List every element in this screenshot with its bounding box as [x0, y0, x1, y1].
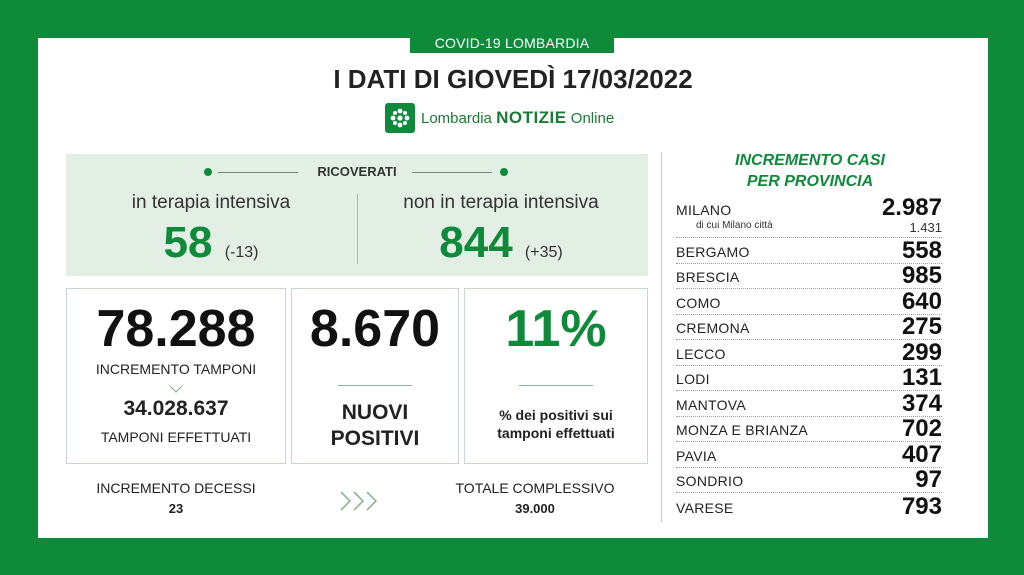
- non-terapia-intensiva: [376, 192, 626, 268]
- province-row: [676, 391, 942, 417]
- vertical-divider: [661, 152, 662, 522]
- terapia-intensiva-number: 58: [163, 218, 213, 267]
- province-value: 131: [901, 364, 942, 391]
- province-value: 97: [915, 466, 942, 493]
- province-name: COMO: [676, 294, 721, 311]
- terapia-intensiva: [96, 192, 326, 268]
- terapia-intensiva-label: in terapia intensiva: [131, 192, 291, 213]
- province-name: LODI: [676, 371, 710, 387]
- non-terapia-intensiva-value: [376, 218, 626, 268]
- triple-chevron-right-icon: [338, 490, 382, 517]
- ricoverati-header: [66, 164, 648, 180]
- province-row: [676, 340, 942, 366]
- positivi-box: [291, 288, 459, 464]
- province-value: 299: [901, 338, 942, 366]
- province-row: [676, 442, 942, 468]
- nuovi-positivi-label-line2: POSITIVI: [330, 427, 420, 450]
- province-value: 985: [901, 262, 942, 289]
- province-row: [676, 366, 942, 392]
- province-title-line1: INCREMENTO CASI: [735, 152, 885, 169]
- non-terapia-intensiva-number: 844: [439, 218, 513, 267]
- nuovi-positivi-label: [292, 400, 458, 452]
- province-name: LECCO: [676, 345, 726, 362]
- lombardia-rose-icon: [385, 103, 415, 133]
- terapia-intensiva-value: [96, 218, 326, 268]
- non-terapia-intensiva-delta: (+35): [524, 244, 563, 261]
- percentuale-value: 11%: [505, 300, 607, 358]
- percentuale-label-line2: tamponi effettuati: [497, 425, 615, 441]
- province-value: 275: [901, 313, 942, 340]
- nuovi-positivi-value: 8.670: [309, 300, 441, 358]
- brand-notizie: NOTIZIE: [496, 108, 567, 127]
- tamponi-box: [66, 288, 286, 464]
- province-name: VARESE: [676, 499, 734, 516]
- chevron-down-icon: [67, 381, 285, 393]
- milano-citta-value: 1.431: [909, 220, 942, 235]
- brand-lombardia: Lombardia: [421, 110, 492, 127]
- province-name: BRESCIA: [676, 269, 740, 285]
- province-row-milano: [676, 192, 942, 238]
- percentuale-box: [464, 288, 648, 464]
- province-value: 407: [901, 440, 942, 468]
- page-title: I DATI DI GIOVEDÌ 17/03/2022: [333, 64, 693, 94]
- province-name: BERGAMO: [676, 243, 750, 260]
- region-tag: COVID-19 LOMBARDIA: [410, 33, 614, 53]
- nuovi-positivi-label-line1: NUOVI: [341, 401, 409, 424]
- incremento-tamponi-label: INCREMENTO TAMPONI: [95, 361, 257, 377]
- province-name: SONDRIO: [676, 473, 744, 489]
- percentuale-label-line1: % dei positivi sui: [499, 407, 613, 423]
- province-value: 2.987: [881, 194, 942, 221]
- province-name: MANTOVA: [676, 396, 747, 413]
- percentuale-divider: [519, 385, 593, 386]
- province-title: [680, 150, 940, 192]
- percentuale-label: [465, 406, 647, 442]
- province-name: MONZA E BRIANZA: [676, 422, 809, 438]
- header-line-right: [412, 172, 492, 173]
- province-title-line2: PER PROVINCIA: [746, 173, 874, 190]
- province-value: 793: [901, 492, 942, 520]
- non-terapia-intensiva-label: non in terapia intensiva: [403, 192, 599, 213]
- positivi-divider: [338, 385, 412, 386]
- province-row: [676, 264, 942, 290]
- incremento-decessi-value: 23: [168, 501, 184, 516]
- brand-wordmark: [421, 108, 614, 128]
- province-value: 558: [901, 236, 942, 264]
- province-row: [676, 417, 942, 443]
- province-value: 374: [901, 389, 942, 417]
- incremento-decessi-label: INCREMENTO DECESSI: [96, 480, 256, 496]
- province-row: [676, 468, 942, 494]
- province-row: [676, 289, 942, 315]
- brand-logo: [385, 103, 614, 133]
- totale-complessivo-label: TOTALE COMPLESSIVO: [455, 480, 615, 496]
- tamponi-effettuati-label: TAMPONI EFFETTUATI: [100, 429, 252, 445]
- terapia-intensiva-delta: (-13): [224, 244, 259, 261]
- province-name: CREMONA: [676, 320, 750, 336]
- ricoverati-panel: [66, 154, 648, 276]
- ricoverati-divider: [357, 194, 358, 264]
- incremento-tamponi-value: 78.288: [96, 300, 256, 358]
- incremento-decessi: [76, 480, 276, 516]
- ricoverati-label: RICOVERATI: [317, 164, 397, 179]
- totale-complessivo-value: 39.000: [515, 501, 555, 516]
- brand-online: Online: [570, 110, 615, 127]
- header-dot-right: [500, 168, 508, 176]
- province-value: 702: [901, 415, 942, 442]
- province-name: MILANO: [676, 202, 732, 218]
- province-row: [676, 315, 942, 341]
- province-name: PAVIA: [676, 447, 717, 464]
- province-row: [676, 493, 942, 519]
- province-row: [676, 238, 942, 264]
- milano-citta: [696, 220, 942, 235]
- province-list: [676, 192, 942, 519]
- tamponi-effettuati-value: 34.028.637: [123, 397, 229, 420]
- province-value: 640: [901, 287, 942, 315]
- milano-citta-label: di cui Milano città: [696, 220, 773, 231]
- totale-complessivo: [432, 480, 638, 516]
